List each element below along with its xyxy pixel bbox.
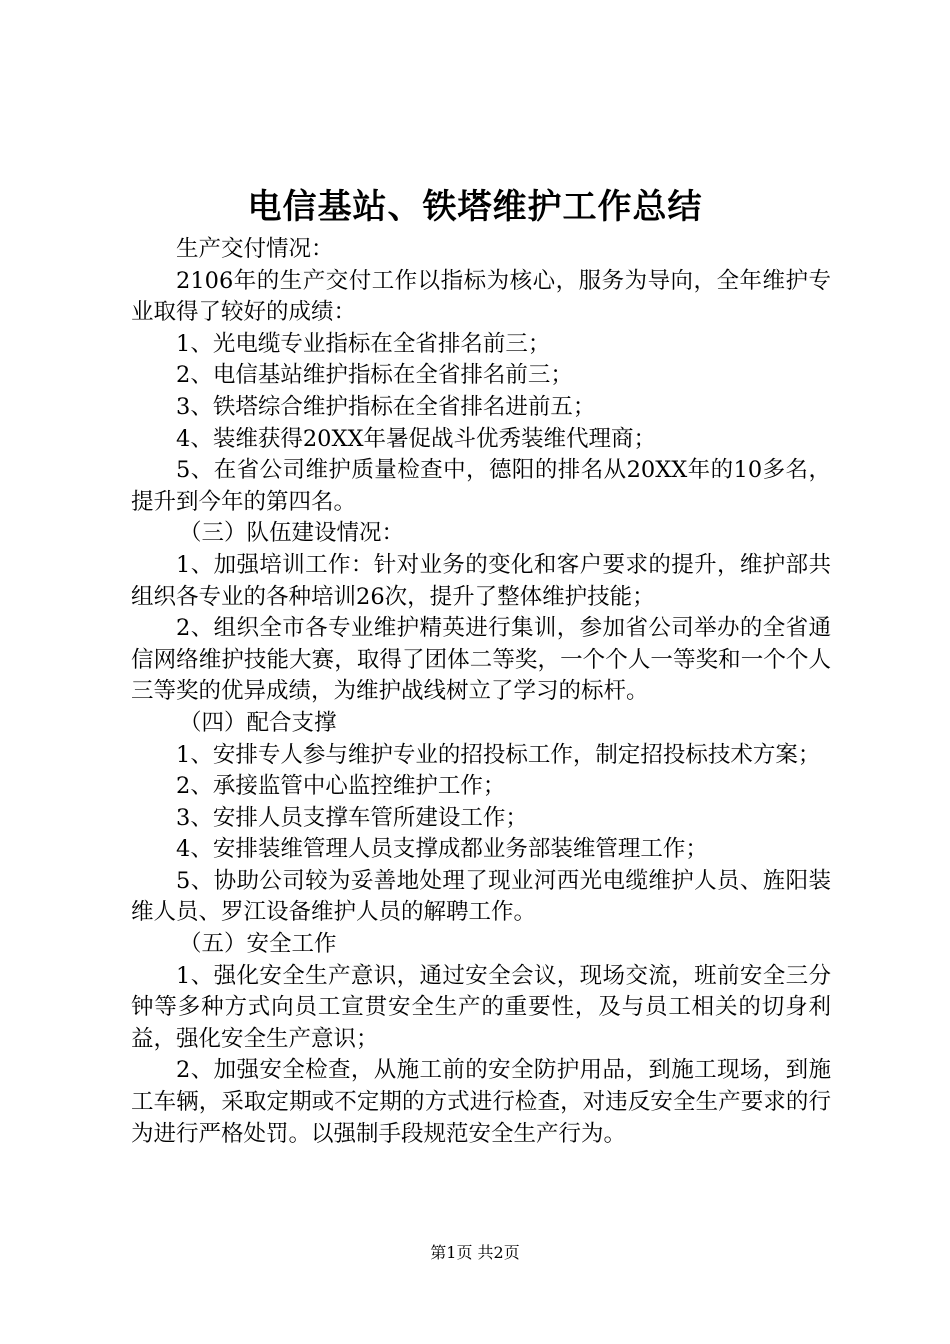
- paragraph: 2、电信基站维护指标在全省排名前三；: [176, 362, 573, 389]
- paragraph: 4、安排装维管理人员支撑成都业务部装维管理工作；: [176, 836, 708, 863]
- section-heading: （四）配合支撑: [179, 709, 337, 736]
- paragraph: 2、加强安全检查，从施工前的安全防护用品，到施工现场，到施工车辆，采取定期或不定期的方式进行检查，对违反安全生产要求的行为进行严格处罚。以强制手段规范安全生产行为。: [131, 1057, 831, 1147]
- paragraph: 4、装维获得20XX年暑促战斗优秀装维代理商；: [176, 425, 656, 452]
- section-heading: （五）安全工作: [179, 931, 337, 958]
- paragraph: 1、安排专人参与维护专业的招投标工作，制定招投标技术方案；: [176, 741, 821, 768]
- paragraph: 5、协助公司较为妥善地处理了现业河西光电缆维护人员、旌阳装维人员、罗江设备维护人员的解聘工作。: [131, 867, 831, 926]
- paragraph: 5、在省公司维护质量检查中，德阳的排名从20XX年的10多名，提升到今年的第四名。: [131, 457, 831, 515]
- document-title: 电信基站、铁塔维护工作总结: [247, 187, 703, 227]
- paragraph: 1、强化安全生产意识，通过安全会议，现场交流，班前安全三分钟等多种方式向员工宣贯安全生产的重要性，及与员工相关的切身利益，强化安全生产意识；: [131, 962, 831, 1052]
- paragraph: 1、光电缆专业指标在全省排名前三；: [176, 330, 551, 357]
- page-number-footer: 第1页 共2页: [430, 1243, 520, 1262]
- paragraph: 2、承接监管中心监控维护工作；: [176, 773, 506, 800]
- paragraph: 3、铁塔综合维护指标在全省排名进前五；: [176, 393, 596, 420]
- paragraph: 1、加强培训工作：针对业务的变化和客户要求的提升，维护部共组织各专业的各种培训26次，提升了整体维护技能；: [131, 551, 831, 610]
- paragraph: 生产交付情况：: [176, 236, 334, 262]
- paragraph: 3、安排人员支撑车管所建设工作；: [176, 804, 528, 831]
- paragraph: 2、组织全市各专业维护精英进行集训，参加省公司举办的全省通信网络维护技能大赛，取得了团体二等奖，一个个人一等奖和一个个人三等奖的优异成绩，为维护战线树立了学习的标杆。: [131, 615, 831, 705]
- document-body: [131, 234, 831, 1150]
- section-heading: （三）队伍建设情况：: [179, 520, 405, 547]
- paragraph: 2106年的生产交付工作以指标为核心，服务为导向，全年维护专业取得了较好的成绩：: [131, 267, 831, 326]
